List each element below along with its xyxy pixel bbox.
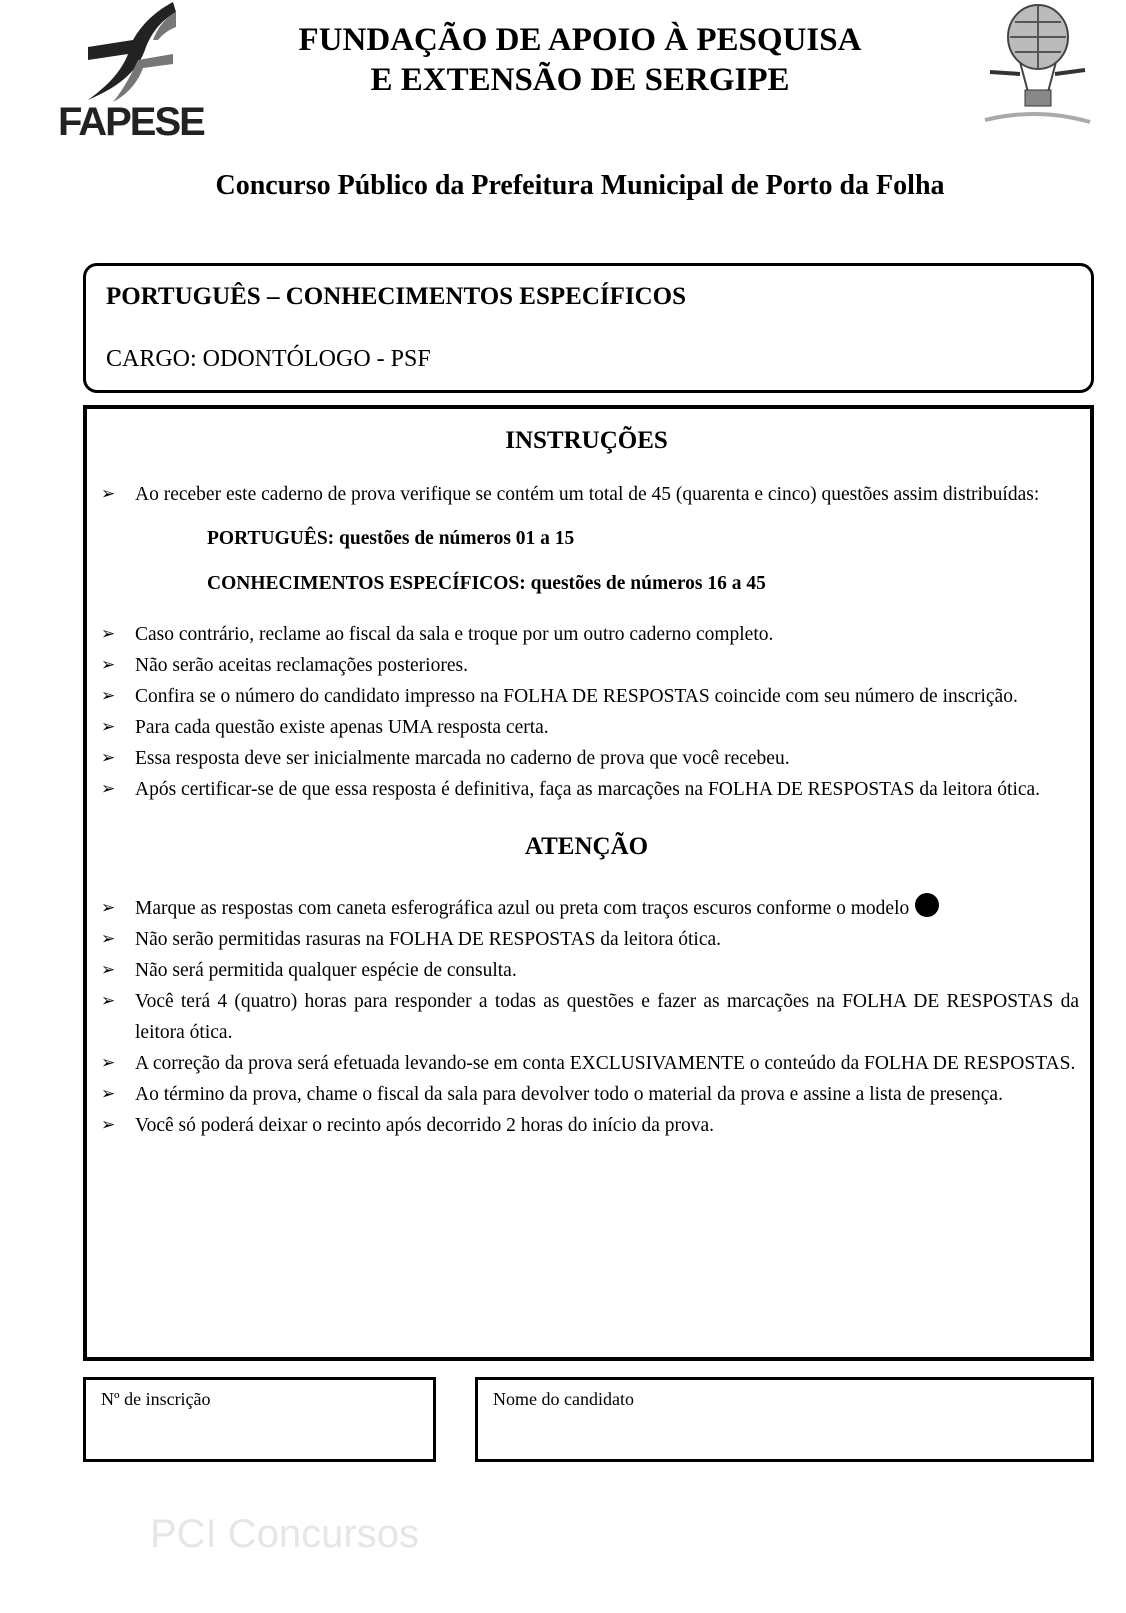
arrow-bullet-icon: ➢ xyxy=(101,717,116,737)
list-item xyxy=(97,955,1079,986)
list-item xyxy=(97,619,1079,650)
balloon-emblem-icon xyxy=(980,2,1095,127)
institution-title-line1: FUNDAÇÃO DE APOIO À PESQUISA xyxy=(298,22,862,58)
arrow-bullet-icon: ➢ xyxy=(101,1084,116,1104)
filled-circle-model-icon xyxy=(915,893,939,917)
list-item-text: Ao término da prova, chame o fiscal da sala para devolver todo o material da prova e assine a lista de presença. xyxy=(135,1084,1003,1105)
list-item xyxy=(97,893,1079,924)
list-item-text: Você terá 4 (quatro) horas para responder a todas as questões e fazer as marcações na FOLHA DE RESPOSTAS da leitora ótica. xyxy=(135,991,1079,1043)
instructions-first-list xyxy=(97,479,1079,510)
exam-subject: PORTUGUÊS – CONHECIMENTOS ESPECÍFICOS xyxy=(106,283,687,310)
list-item-text: Você só poderá deixar o recinto após decorrido 2 horas do início da prova. xyxy=(135,1115,715,1136)
candidate-name-label: Nome do candidato xyxy=(493,1389,634,1409)
arrow-bullet-icon: ➢ xyxy=(101,624,116,644)
instructions-box xyxy=(83,405,1094,1361)
list-item-text: Essa resposta deve ser inicialmente marcada no caderno de prova que você recebeu. xyxy=(135,748,790,769)
list-item-text: Confira se o número do candidato impresso na FOLHA DE RESPOSTAS coincide com seu número de inscrição. xyxy=(135,686,1018,707)
distribution-portugues: PORTUGUÊS: questões de números 01 a 15 xyxy=(207,528,575,549)
distribution-especificos: CONHECIMENTOS ESPECÍFICOS: questões de números 16 a 45 xyxy=(207,573,766,594)
attention-title: ATENÇÃO xyxy=(524,833,649,860)
exam-position: CARGO: ODONTÓLOGO - PSF xyxy=(106,346,431,372)
exam-info-box xyxy=(83,263,1094,393)
institution-title-line2: E EXTENSÃO DE SERGIPE xyxy=(370,62,790,98)
arrow-bullet-icon: ➢ xyxy=(101,779,116,799)
watermark: PCI Concursos xyxy=(150,1512,419,1556)
attention-list xyxy=(97,893,1079,1141)
list-item-text: Após certificar-se de que essa resposta é definitiva, faça as marcações na FOLHA DE RESPOSTAS da leitora ótica. xyxy=(135,779,1041,800)
list-item-text: Não será permitida qualquer espécie de consulta. xyxy=(135,960,517,981)
arrow-bullet-icon: ➢ xyxy=(101,1115,116,1135)
logo-text: FAPESE xyxy=(58,100,204,144)
arrow-bullet-icon: ➢ xyxy=(101,748,116,768)
list-item xyxy=(97,1079,1079,1110)
exam-subtitle: Concurso Público da Prefeitura Municipal de Porto da Folha xyxy=(215,170,945,201)
list-item xyxy=(97,650,1079,681)
arrow-bullet-icon: ➢ xyxy=(101,991,116,1011)
arrow-bullet-icon: ➢ xyxy=(101,960,116,980)
candidate-name-field[interactable] xyxy=(475,1377,1094,1462)
arrow-bullet-icon: ➢ xyxy=(101,655,116,675)
registration-number-field[interactable] xyxy=(83,1377,436,1462)
list-item-text: Ao receber este caderno de prova verifique se contém um total de 45 (quarenta e cinco) questões assim distribuídas: xyxy=(135,484,1040,505)
list-item xyxy=(97,774,1079,805)
list-item-text: A correção da prova será efetuada levando-se em conta EXCLUSIVAMENTE o conteúdo da FOLHA DE RESPOSTAS. xyxy=(135,1053,1076,1074)
list-item xyxy=(97,743,1079,774)
list-item xyxy=(97,681,1079,712)
instructions-list xyxy=(97,619,1079,805)
fapese-logo xyxy=(58,2,203,142)
fapese-swoosh-icon xyxy=(58,2,203,102)
arrow-bullet-icon: ➢ xyxy=(101,929,116,949)
instructions-title: INSTRUÇÕES xyxy=(505,427,668,454)
list-item xyxy=(97,1110,1079,1141)
arrow-bullet-icon: ➢ xyxy=(101,898,116,918)
list-item xyxy=(97,1048,1079,1079)
list-item-text: Não serão aceitas reclamações posteriores. xyxy=(135,655,468,676)
arrow-bullet-icon: ➢ xyxy=(101,484,116,504)
arrow-bullet-icon: ➢ xyxy=(101,1053,116,1073)
list-item-text: Não serão permitidas rasuras na FOLHA DE RESPOSTAS da leitora ótica. xyxy=(135,929,722,950)
registration-label: Nº de inscrição xyxy=(101,1389,211,1409)
list-item xyxy=(97,986,1079,1048)
list-item-text: Caso contrário, reclame ao fiscal da sala e troque por um outro caderno completo. xyxy=(135,624,774,645)
list-item-text: Para cada questão existe apenas UMA resposta certa. xyxy=(135,717,549,738)
list-item xyxy=(97,924,1079,955)
list-item-text: Marque as respostas com caneta esferográfica azul ou preta com traços escuros conforme o modelo xyxy=(135,898,910,919)
list-item xyxy=(97,712,1079,743)
arrow-bullet-icon: ➢ xyxy=(101,686,116,706)
list-item xyxy=(97,479,1079,510)
